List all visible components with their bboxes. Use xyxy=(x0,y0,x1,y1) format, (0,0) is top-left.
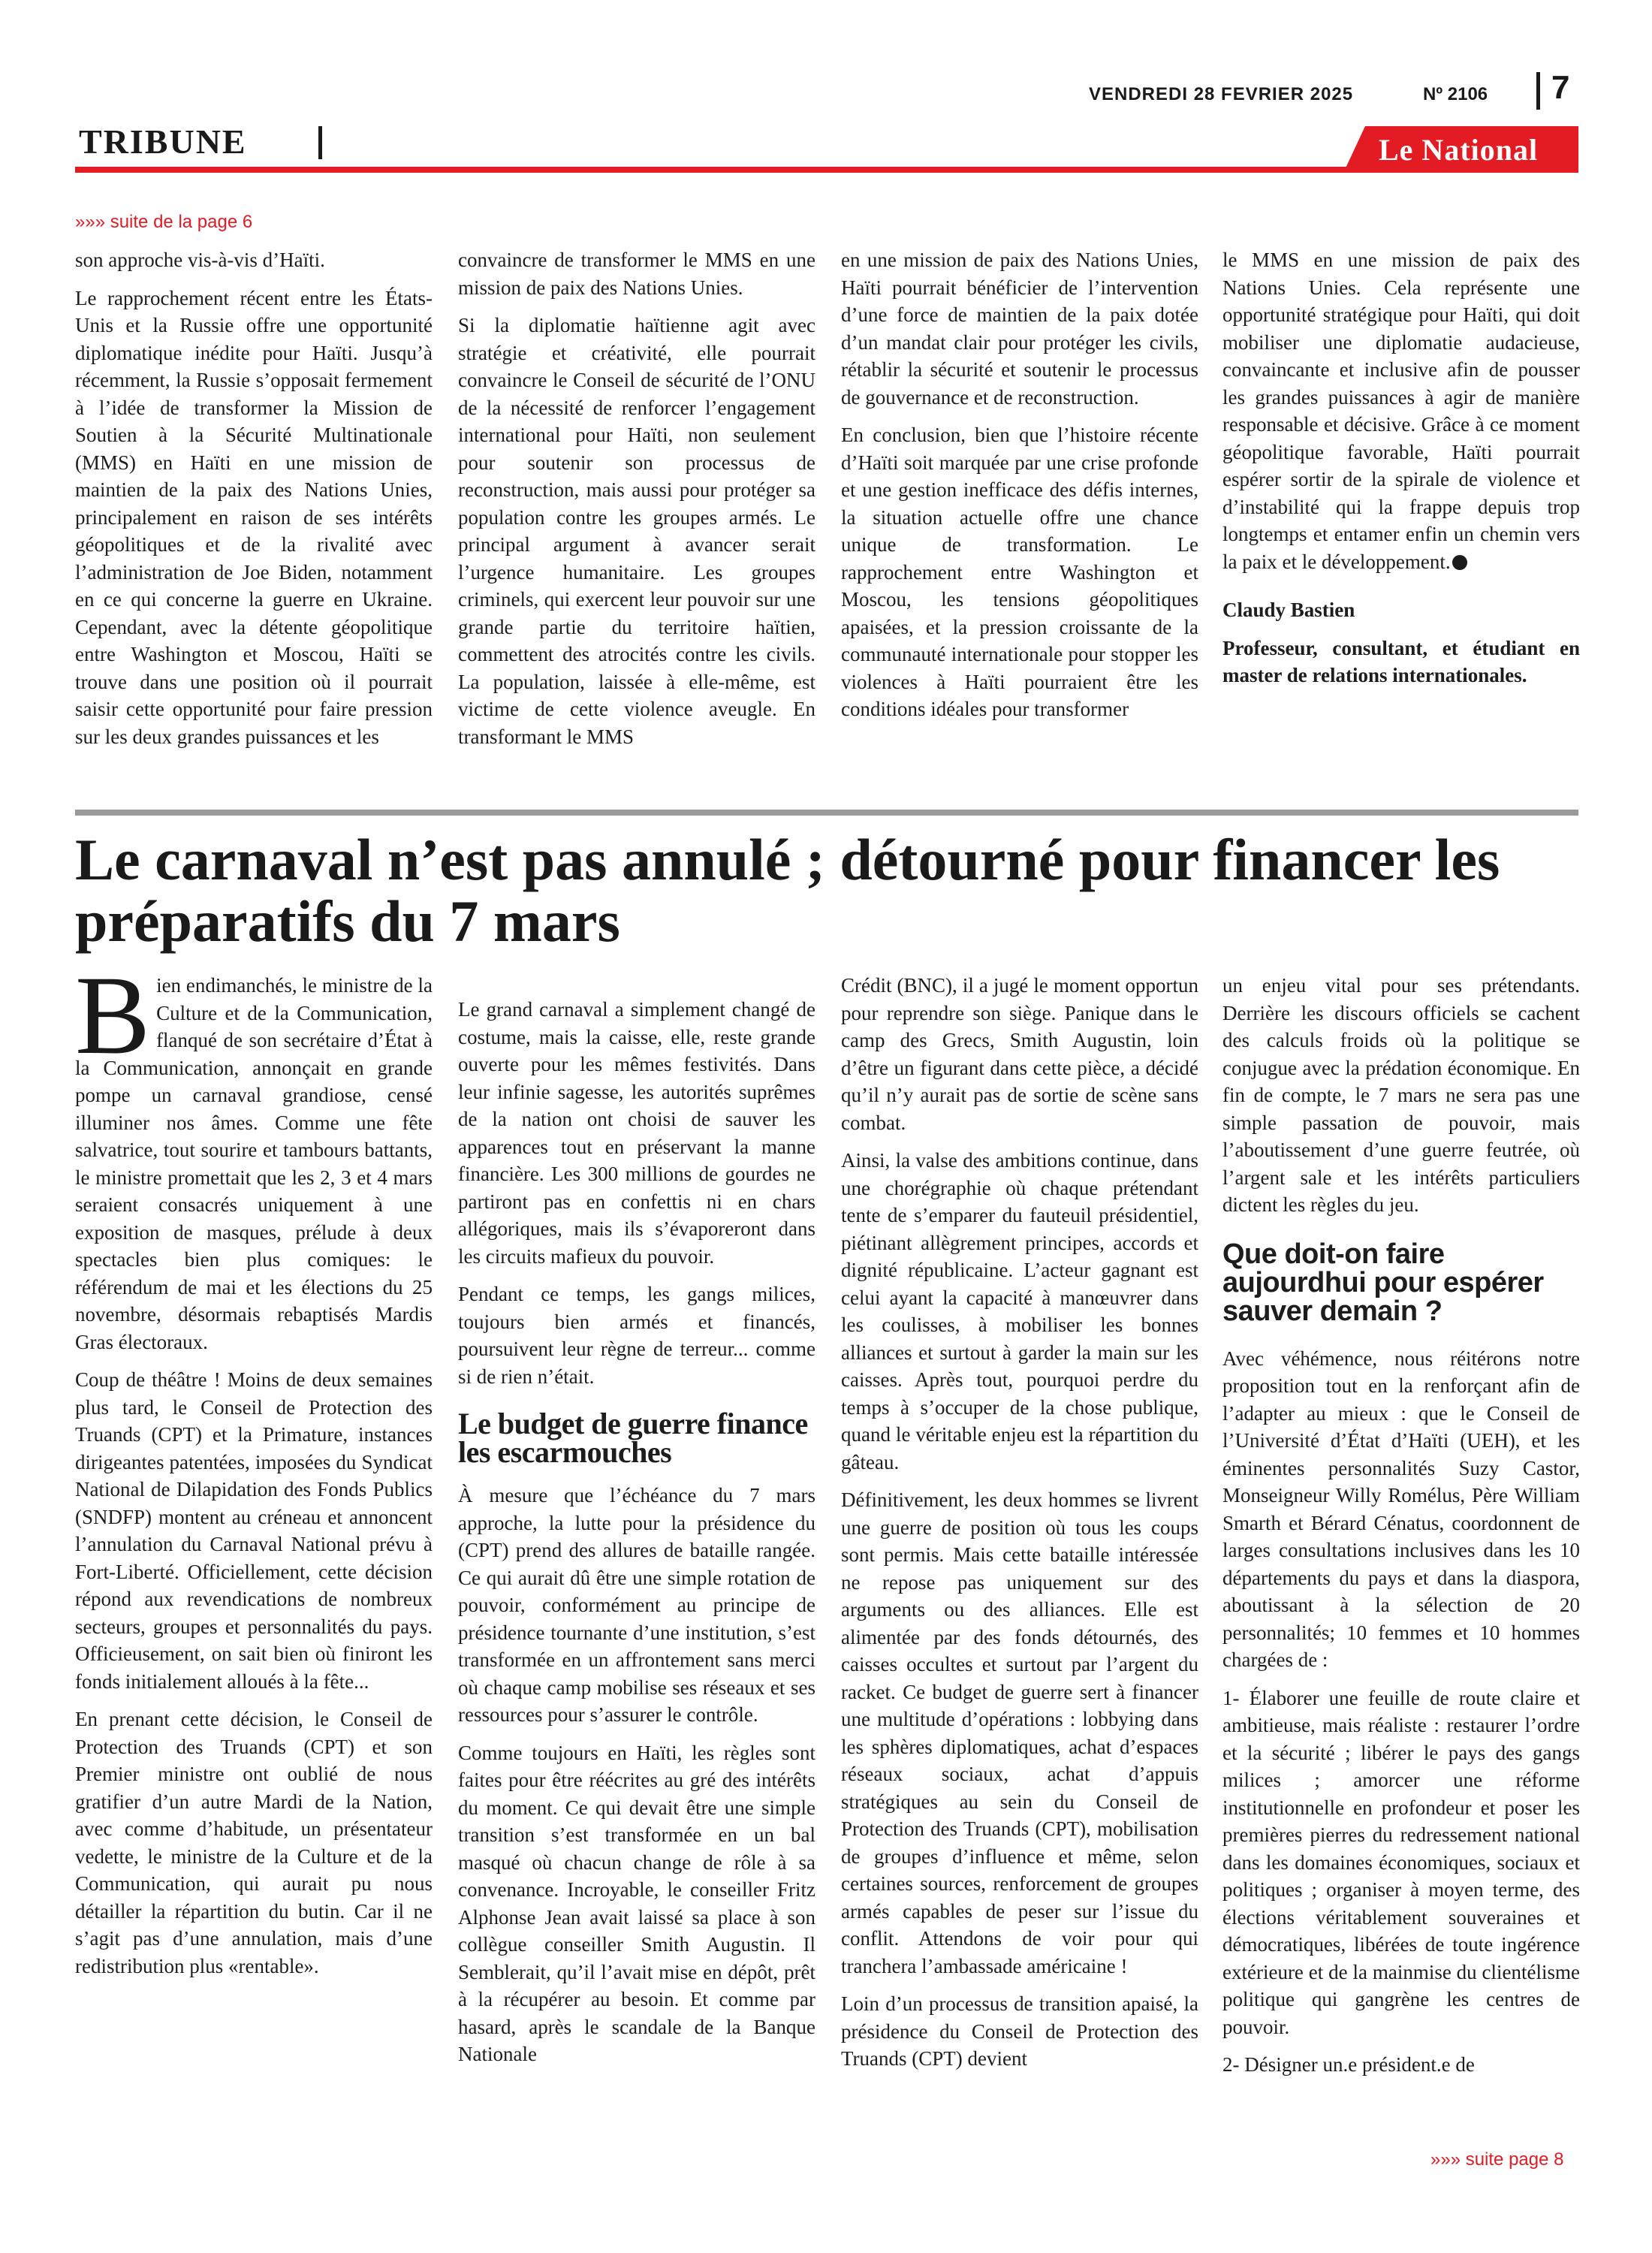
paragraph: Pendant ce temps, les gangs milices, toujours bien armés et financés, poursuivent leur règne de terreur... comme si de rien n’était. xyxy=(458,1283,815,1388)
tribune-column-4 xyxy=(1222,246,1580,700)
article-column-2 xyxy=(458,996,815,2079)
tribune-column-2 xyxy=(458,246,815,761)
paragraph: Avec véhémence, nous réitérons notre proposition tout en la renforçant afin de l’adapter au mieux : que le Conseil de l’Université d’État d’Haïti (UEH), et les éminentes personnalités Suzy Castor, Monseigneur Willy Romélus, Père William Smarth et Bérard Cénatus, coordonnent de larges consultations inclusives dans les 10 départements du pays et dans la diaspora, aboutissant à la sélection de 20 personnalités; 10 femmes et 10 hommes chargées de : xyxy=(1222,1347,1580,1671)
paragraph: Loin d’un processus de transition apaisé, la présidence du Conseil de Protection des Truands (CPT) devient xyxy=(841,1992,1198,2070)
subheading-what-to-do: Que doit-on faire aujourdhui pour espérer sauver demain ? xyxy=(1222,1238,1544,1327)
paragraph: son approche vis-à-vis d’Haïti. xyxy=(75,249,325,271)
brand-logo-text: Le National xyxy=(1379,133,1539,167)
issue-date: VENDREDI 28 FEVRIER 2025 xyxy=(1089,84,1354,104)
article-column-4 xyxy=(1222,972,1580,2089)
subheading-war-budget: Le budget de guerre finance les escarmouches xyxy=(458,1407,808,1469)
paragraph: Comme toujours en Haïti, les règles sont faites pour être réécrites au gré des intérêts du moment. Ce qui devait être une simple transition s’est transformée en un bal masqué où chacun change de rôle à sa convenance. Incroyable, le conseiller Fritz Alphonse Jean avait laissé sa place à son collègue conseiller Smith Augustin. Il Semblerait, qu’il l’avait mise en dépôt, prêt à la récupérer au besoin. Et comme par hasard, après le scandale de la Banque Nationale xyxy=(458,1741,815,2065)
article-column-3 xyxy=(841,972,1198,2083)
article-headline: Le carnaval n’est pas annulé ; détourné pour financer les préparatifs du 7 mars xyxy=(75,827,1500,954)
paragraph: Ainsi, la valse des ambitions continue, dans une chorégraphie où chaque prétendant tente de s’emparer du fauteuil présidentiel, piétinant allègrement principes, accords et dignité républicaine. L’acteur gagnant est celui ayant la capacité à manœuvrer dans les coulisses, à mobiliser les bonnes alliances et surtout à garder la main sur les caisses. Après tout, pourquoi perdre du temps à s’occuper de la chose publique, quand le véritable enjeu est la répartition du gâteau. xyxy=(841,1149,1198,1473)
paragraph: À mesure que l’échéance du 7 mars approche, la lutte pour la présidence du (CPT) prend des allures de bataille rangée. Ce qui aurait dû être une simple rotation de pouvoir, conformément au principe de présidence tournante d’une institution, s’est transformée en un affrontement sans merci où chaque camp mobilise ses réseaux et ses ressources pour s’assurer le contrôle. xyxy=(458,1484,815,1726)
article-column-1 xyxy=(75,953,433,1990)
author-name: Claudy Bastien xyxy=(1222,599,1355,621)
issue-number: Nº 2106 xyxy=(1423,84,1488,104)
section-title: TRIBUNE xyxy=(79,122,247,161)
paragraph: un enjeu vital pour ses prétendants. Derrière les discours officiels se cachent des calculs froids où la politique se conjugue avec la prédation économique. En fin de compte, le 7 mars ne sera pas une simple passation de pouvoir, mais l’aboutissement d’une guerre feutrée, où l’argent sale et les intérêts particuliers dictent les règles du jeu. xyxy=(1222,974,1580,1216)
drop-cap: B xyxy=(75,953,151,1078)
tribune-column-1 xyxy=(75,246,433,761)
continued-on-link[interactable]: »»» suite page 8 xyxy=(1430,2149,1564,2170)
page-number: 7 xyxy=(1551,69,1570,106)
paragraph: Définitivement, les deux hommes se livrent une guerre de position où tous les coups sont permis. Mais cette bataille intéressée ne repose pas uniquement sur des arguments ou des alliances. Elle est alimentée par des fonds détournés, des caisses occultes et surtout par l’argent du racket. Ce budget de guerre sert à financer une multitude d’opérations : lobbying dans les sphères diplomatiques, achat d’espaces réseaux sociaux, achat d’appuis stratégiques au sein du Conseil de Protection des Truands (CPT), mobilisation de groupes d’influence et même, selon certaines sources, renforcement de groupes armés capables de peser sur l’issue du conflit. Attendons de voir pour qui tranchera l’ambassade américaine ! xyxy=(841,1488,1198,1977)
paragraph: Coup de théâtre ! Moins de deux semaines plus tard, le Conseil de Protection des Truands (CPT) et la Primature, instances dirigeantes patentées, imposées du Syndicat National de Dilapidation des Fonds Publics (SNDFP) montent au créneau et annoncent l’annulation du Carnaval National prévu à Fort-Liberté. Officiellement, cette décision répond aux revendications de nombreux secteurs, groupes et personnalités du pays. Officieusement, on sait bien où finiront les fonds initialement alloués à la fête... xyxy=(75,1368,433,1693)
article-divider xyxy=(75,810,1578,816)
paragraph: 2- Désigner un.e président.e de xyxy=(1222,2053,1475,2076)
paragraph: Si la diplomatie haïtienne agit avec stratégie et créativité, elle pourrait convaincre le Conseil de sécurité de l’ONU de la nécessité de renforcer l’engagement international pour Haïti, non seulement pour soutenir son processus de reconstruction, mais aussi pour protéger sa population contre les groupes armés. Le principal argument à avancer serait l’urgence humanitaire. Les groupes criminels, qui exercent leur pouvoir sur une grande partie du territoire haïtien, commettent des atrocités contre les civils. La population, laissée à elle-même, est victime de cette violence aveugle. En transformant le MMS xyxy=(458,314,815,748)
lead-paragraph xyxy=(75,953,433,1356)
paragraph: convaincre de transformer le MMS en une mission de paix des Nations Unies. xyxy=(458,249,815,299)
paragraph: Crédit (BNC), il a jugé le moment opportun pour reprendre son siège. Panique dans le camp des Grecs, Smith Augustin, loin d’être un figurant dans cette pièce, a décidé qu’il n’y aurait pas de sortie de scène sans combat. xyxy=(841,974,1198,1134)
continued-from-link[interactable]: »»» suite de la page 6 xyxy=(75,212,253,232)
paragraph: en une mission de paix des Nations Unies, Haïti pourrait bénéficier de l’intervention d’une force de maintien de la paix dotée d’un mandat clair pour protéger les civils, rétablir la sécurité et soutenir le processus de gouvernance et de reconstruction. xyxy=(841,249,1198,409)
section-title-divider xyxy=(318,126,322,159)
paragraph: Le grand carnaval a simplement changé de costume, mais la caisse, elle, reste grande ouverte pour les mêmes festivités. Dans leur infinie sagesse, les autorités suprêmes de la nation ont choisi de sauver les apparences tout en préservant la manne financière. Les 300 millions de gourdes ne partiront pas en confettis ni en chars allégoriques, mais ils s’évaporeront dans les circuits mafieux du pouvoir. xyxy=(458,998,815,1268)
author-title: Professeur, consultant, et étudiant en master de relations internationales. xyxy=(1222,636,1580,686)
paragraph xyxy=(1222,246,1580,575)
end-of-article-icon xyxy=(1452,555,1467,570)
paragraph-text: le MMS en une mission de paix des Nations Unies. Cela représente une opportunité stratégique pour Haïti, qui doit mobiliser une diplomatie audacieuse, convaincante et inclusive afin de pousser les grandes puissances à agir de manière responsable et décisive. Grâce à ce moment géopolitique favorable, Haïti pourrait espérer sortir de la spirale de violence et d’instabilité qui la frappe depuis trop longtemps et entamer enfin un chemin vers la paix et le développement. xyxy=(1222,249,1580,573)
tribune-column-3 xyxy=(841,246,1198,734)
paragraph: En conclusion, bien que l’histoire récente d’Haïti soit marquée par une crise profonde et une gestion inefficace des défis internes, la situation actuelle offre une chance unique de transformation. Le rapprochement entre Washington et Moscou, les tensions géopolitiques apaisées, et la pression croissante de la communauté internationale pour stopper les violences à Haïti pourraient être les conditions idéales pour transformer xyxy=(841,424,1198,720)
page-number-divider xyxy=(1536,72,1540,110)
paragraph: En prenant cette décision, le Conseil de Protection des Truands (CPT) et son Premier ministre ont oublié de nous gratifier d’un autre Mardi de la Nation, avec comme d’habitude, un présentateur vedette, le ministre de la Culture et de la Communication, qui aurait pu nous détailler la répartition du butin. Car il ne s’agit pas d’une annulation, mais d’une redistribution plus «rentable». xyxy=(75,1708,433,1977)
paragraph: Le rapprochement récent entre les États-Unis et la Russie offre une opportunité diplomatique inédite pour Haïti. Jusqu’à récemment, la Russie s’opposait fermement à l’idée de transformer la Mission de Soutien à la Sécurité Multinationale (MMS) en Haïti en une mission de maintien de la paix des Nations Unies, principalement en raison de ses intérêts géopolitiques et de la rivalité avec l’administration de Joe Biden, notamment en ce qui concerne la guerre en Ukraine. Cependant, avec la détente géopolitique entre Washington et Moscou, Haïti se trouve dans une position où il pourrait saisir cette opportunité pour faire pression sur les deux grandes puissances et les xyxy=(75,286,433,748)
paragraph: 1- Élaborer une feuille de route claire et ambitieuse, mais réaliste : restaurer l’ordre et la sécurité ; libérer le pays des gangs milices ; amorcer une réforme institutionnelle en profondeur et poser les premières pierres du redressement national dans les domaines économiques, sociaux et politiques ; organiser à moyen terme, des élections véritablement souveraines et démocratiques, libérées de toute ingérence extérieure et de la mainmise du clientélisme politique qui gangrène les centres de pouvoir. xyxy=(1222,1686,1580,2038)
paragraph-text: ien endimanchés, le ministre de la Culture et de la Communication, flanqué de son secrétaire d’État à la Communication, annonçait en grande pompe un carnaval grandiose, censé illuminer nos âmes. Comme une fête salvatrice, tout sourire et tambours battants, le ministre promettait que les 2, 3 et 4 mars seraient consacrés uniquement à une exposition de masques, prélude à deux spectacles bien plus comiques: le référendum de mai et les élections du 25 novembre, désormais rebaptisés Mardis Gras électoraux. xyxy=(75,974,433,1353)
